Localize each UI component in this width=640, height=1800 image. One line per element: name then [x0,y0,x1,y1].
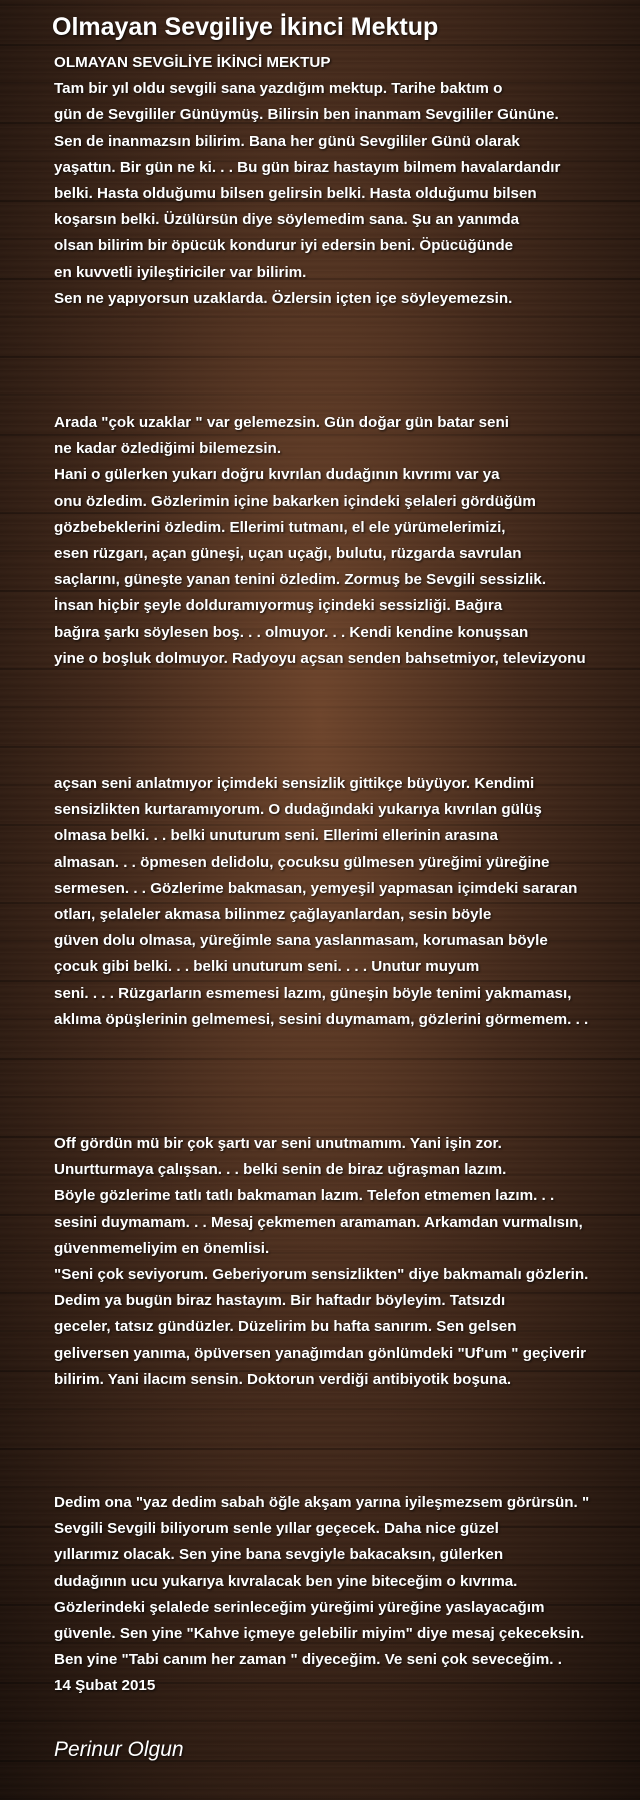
paragraph-1 [54,50,634,312]
poem-line: Gözlerindeki şelalede serinleceğim yüreğimi yüreğine yaslayacağım [54,1598,545,1616]
poem-line: güvenmemeliyim en önemlisi. [54,1239,270,1257]
poem-line: seni. . . . Rüzgarların esmemesi lazım, güneşin böyle tenimi yakmaması, [54,984,572,1002]
poem-line: gün de Sevgililer Günüymüş. Bilirsin ben inanmam Sevgililer Gününe. [54,106,559,124]
poem-line: aklıma öpüşlerinin gelmemesi, sesini duymamam, gözlerini görmemem. . . [54,1010,589,1028]
poem-line: Sevgili Sevgili biliyorum senle yıllar geçecek. Daha nice güzel [54,1520,499,1538]
poem-line: Ben yine "Tabi canım her zaman " diyeceğim. Ve seni çok seveceğim. . [54,1651,562,1669]
poem-line: güven dolu olmasa, yüreğimle sana yaslanmasam, korumasan böyle [54,932,548,950]
poem-line: saçlarını, güneşte yanan tenini özledim. Zormuş be Sevgili sessizlik. [54,571,547,589]
poem-line: olmasa belki. . . belki unuturum seni. Ellerimi ellerinin arasına [54,827,498,845]
poem-line: OLMAYAN SEVGİLİYE İKİNCİ MEKTUP [54,54,331,71]
poem-line: İnsan hiçbir şeyle dolduramıyormuş içindeki sessizliği. Bağıra [54,597,503,615]
poem-line: onu özledim. Gözlerimin içine bakarken içindeki şelaleri gördüğüm [54,492,536,510]
poem-line: sesini duymamam. . . Mesaj çekmemen aramaman. Arkamdan vurmalısın, [54,1213,583,1231]
poem-line: Off gördün mü bir çok şartı var seni unutmamım. Yani işin zor. [54,1135,502,1152]
poem-line: Sen de inanmazsın bilirim. Bana her günü Sevgililer Günü olarak [54,132,520,150]
paragraph-2 [54,410,634,672]
poem-line: çocuk gibi belki. . . belki unuturum seni. . . . Unutur muyum [54,958,480,976]
poem-line: yaşattın. Bir gün ne ki. . . Bu gün biraz hastayım bilmem havalardandır [54,158,561,176]
paragraph-3 [54,771,634,1033]
poem-line: Tam bir yıl oldu sevgili sana yazdığım mektup. Tarihe baktım o [54,80,503,98]
poem-line: Hani o gülerken yukarı doğru kıvrılan dudağının kıvrımı var ya [54,466,500,484]
poem-line: Sen ne yapıyorsun uzaklarda. Özlersin içten içe söyleyemezsin. [54,289,513,307]
poem-line: bağıra şarkı söylesen boş. . . olmuyor. . . Kendi kendine konuşsan [54,623,529,641]
paragraph-4 [54,1131,634,1393]
poem-line: güvenle. Sen yine "Kahve içmeye gelebilir miyim" diye mesaj çekeceksin. [54,1625,585,1643]
poem-line: geceler, tatsız gündüzler. Düzelirim bu hafta sanırım. Sen gelsen [54,1318,517,1336]
poem-line: yıllarımız olacak. Sen yine bana sevgiyle bakacaksın, gülerken [54,1546,504,1564]
poem-line: açsan seni anlatmıyor içimdeki sensizlik gittikçe büyüyor. Kendimi [54,775,535,792]
poem-line: belki. Hasta olduğumu bilsen gelirsin belki. Hasta olduğumu bilsen [54,185,537,203]
poem-line: Arada "çok uzaklar " var gelemezsin. Gün doğar gün batar seni [54,414,509,431]
poem-line: olsan bilirim bir öpücük kondurur iyi edersin beni. Öpücüğünde [54,237,514,255]
poem-title: Olmayan Sevgiliye İkinci Mektup [52,13,439,41]
poem-line: bilirim. Yani ilacım sensin. Doktorun verdiği antibiyotik boşuna. [54,1370,512,1388]
poem-line: yine o boşluk dolmuyor. Radyoyu açsan senden bahsetmiyor, televizyonu [54,649,586,667]
poem-line: sermesen. . . Gözlerime bakmasan, yemyeşil yapmasan içimdeki sararan [54,879,578,897]
poem-line: ne kadar özlediğimi bilemezsin. [54,440,282,458]
poem-line: Unurtturmaya çalışsan. . . belki senin de biraz uğraşman lazım. [54,1161,507,1179]
poem-line: dudağının ucu yukarıya kıvralacak ben yine biteceğim o kıvrıma. [54,1572,518,1590]
poem-line: gözbebeklerini özledim. Ellerimi tutmanı, el ele yürümelerimizi, [54,518,506,536]
poem-line: sensizlikten kurtaramıyorum. O dudağındaki yukarıya kıvrılan gülüş [54,801,542,819]
poem-line: en kuvvetli iyileştiriciler var bilirim. [54,263,307,281]
poem-line: otları, şelaleler akmasa bilinmez çağlayanlardan, sesin böyle [54,906,492,924]
poem-line: "Seni çok seviyorum. Geberiyorum sensizlikten" diye bakmamalı gözlerin. [54,1266,589,1284]
author-signature: Perinur Olgun [54,1738,184,1761]
poem-line: almasan. . . öpmesen delidolu, çocuksu gülmesen yüreğimi yüreğine [54,853,550,871]
poem-date: 14 Şubat 2015 [54,1677,156,1695]
poem-line: koşarsın belki. Üzülürsün diye söylemedim sana. Şu an yanımda [54,211,520,229]
paragraph-5 [54,1490,634,1700]
poem-line: geliversen yanıma, öpüversen yanağımdan gönlümdeki "Uf'um " geçiverir [54,1344,587,1362]
poem-line: Dedim ya bugün biraz hastayım. Bir haftadır böyleyim. Tatsızdı [54,1292,506,1310]
poem-line: Böyle gözlerime tatlı tatlı bakmaman lazım. Telefon etmemen lazım. . . [54,1187,555,1205]
poem-line: Dedim ona "yaz dedim sabah öğle akşam yarına iyileşmezsem görürsün. " [54,1494,590,1511]
poem-line: esen rüzgarı, açan güneşi, uçan uçağı, bulutu, rüzgarda savrulan [54,545,522,563]
